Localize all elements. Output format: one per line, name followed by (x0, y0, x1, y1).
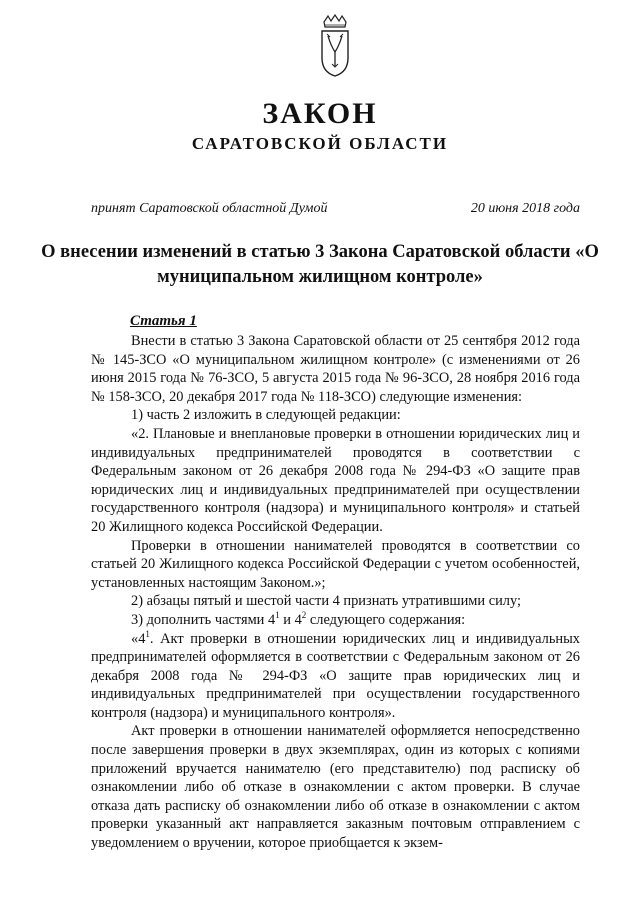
paragraph-text: и 4 (279, 611, 302, 628)
superscript: 1 (145, 628, 150, 639)
paragraph-text: «4 (131, 630, 146, 647)
article-label: Статья 1 (130, 313, 197, 329)
paragraph: 1) часть 2 изложить в следующей редакции: (131, 407, 401, 424)
paragraph (91, 630, 580, 723)
document-subtitle: САРАТОВСКОЙ ОБЛАСТИ (191, 134, 449, 153)
paragraph: «2. Плановые и внеплановые проверки в отношении юридических лиц и индивидуальных предпринимателей проводятся в соответствии с Федеральным законом от 26 декабря 2008 года № 294-ФЗ «О защите прав юридических лиц и индивидуальных предпринимателей при осуществлении государственного контроля (надзора) и муниципального контроля» и статьей 20 Жилищного кодекса Российской Федерации. (91, 425, 580, 535)
document-body (91, 332, 580, 853)
superscript: 1 (275, 610, 280, 621)
superscript: 2 (301, 610, 307, 621)
paragraph-text: . Акт проверки в отношении юридических лиц и индивидуальных предпринимателей оформляется в соответствии с Федеральным законом от 26 декабря 2008 года № 294-ФЗ «О защите прав юридических лиц и индивидуальных предпринимателей при осуществлении государственного контроля (надзора) и муниципального контроля». (91, 630, 580, 721)
paragraph (91, 611, 580, 630)
law-heading: О внесении изменений в статью 3 Закона Саратовской области «О муниципальном жилищном контроле» (41, 242, 599, 287)
adopted-by-text: принят Саратовской областной Думой (91, 201, 328, 216)
paragraph: 2) абзацы пятый и шестой части 4 признать утратившими силу; (131, 593, 521, 610)
paragraph: Проверки в отношении нанимателей проводятся в соответствии со статьей 20 Жилищного кодекса Российской Федерации с учетом особенностей, установленных настоящим Законом.»; (91, 537, 580, 591)
paragraph: Акт проверки в отношении нанимателей оформляется непосредственно после завершения проверки в двух экземплярах, один из которых с копиями приложений вручается нанимателю (его представителю) под расписку об ознакомлении либо об отказе в ознакомлении с актом проверки. В случае отказа дать расписку об ознакомлении либо об отказе в ознакомлении с актом проверки указанный акт направляется заказным почтовым отправлением с уведомлением о вручении, которое приобщается к экзем- (91, 723, 580, 852)
adoption-date: 20 июня 2018 года (470, 201, 580, 216)
coat-of-arms-icon (318, 14, 352, 78)
document-title: ЗАКОН (262, 97, 378, 130)
paragraph: Внести в статью 3 Закона Саратовской области от 25 сентября 2012 года № 145-ЗСО «О муниципальном жилищном контроле» (с изменениями от 26 июня 2015 года № 76-ЗСО, 5 августа 2015 года № 96-ЗСО, 28 ноября 2016 года № 158-ЗСО, 20 декабря 2017 года № 118-ЗСО) следующие изменения: (91, 333, 580, 405)
paragraph-text: следующего содержания: (306, 611, 466, 628)
paragraph-text: 3) дополнить частями 4 (131, 611, 276, 628)
